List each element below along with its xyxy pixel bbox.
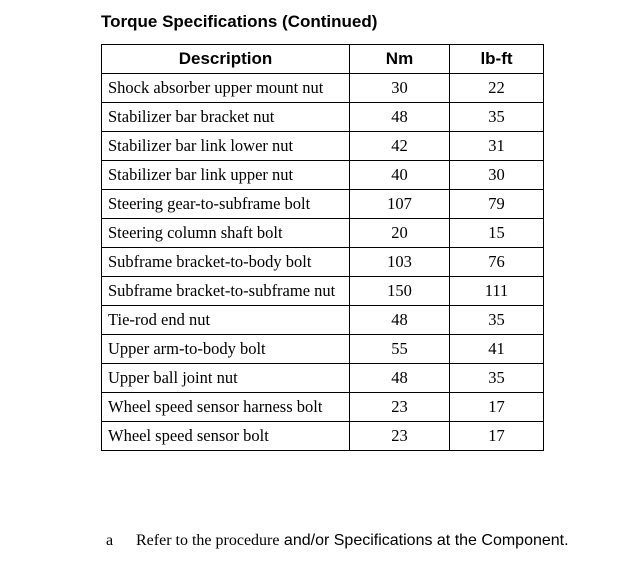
table-row	[102, 219, 544, 248]
table-row	[102, 306, 544, 335]
table-row	[102, 248, 544, 277]
cell-nm: 48	[350, 103, 450, 132]
cell-lbft: 31	[450, 132, 544, 161]
cell-nm: 30	[350, 74, 450, 103]
table-header-row	[102, 45, 544, 74]
cell-description: Stabilizer bar bracket nut	[102, 103, 350, 132]
cell-lbft: 35	[450, 364, 544, 393]
cell-description: Wheel speed sensor harness bolt	[102, 393, 350, 422]
cell-lbft: 17	[450, 422, 544, 451]
cell-description: Subframe bracket-to-body bolt	[102, 248, 350, 277]
cell-nm: 107	[350, 190, 450, 219]
cell-description: Wheel speed sensor bolt	[102, 422, 350, 451]
cell-nm: 23	[350, 393, 450, 422]
cell-description: Upper arm-to-body bolt	[102, 335, 350, 364]
cell-description: Upper ball joint nut	[102, 364, 350, 393]
cell-lbft: 15	[450, 219, 544, 248]
table-row	[102, 161, 544, 190]
cell-nm: 103	[350, 248, 450, 277]
table-row	[102, 422, 544, 451]
table-row	[102, 335, 544, 364]
table-row	[102, 190, 544, 219]
cell-lbft: 111	[450, 277, 544, 306]
table-row	[102, 132, 544, 161]
cell-nm: 40	[350, 161, 450, 190]
cell-lbft: 30	[450, 161, 544, 190]
cell-nm: 55	[350, 335, 450, 364]
cell-lbft: 22	[450, 74, 544, 103]
cell-nm: 48	[350, 364, 450, 393]
cell-nm: 150	[350, 277, 450, 306]
footnote-text-part1: Refer to the procedure	[136, 532, 280, 549]
cell-description: Steering gear-to-subframe bolt	[102, 190, 350, 219]
cell-description: Subframe bracket-to-subframe nut	[102, 277, 350, 306]
footnote	[106, 531, 569, 551]
cell-lbft: 35	[450, 103, 544, 132]
cell-description: Tie-rod end nut	[102, 306, 350, 335]
cell-nm: 48	[350, 306, 450, 335]
footnote-text-part2: and/or Specifications at the Component.	[279, 532, 569, 549]
cell-nm: 42	[350, 132, 450, 161]
footnote-marker: a	[106, 532, 114, 549]
torque-spec-table	[101, 44, 544, 451]
cell-description: Stabilizer bar link upper nut	[102, 161, 350, 190]
cell-description: Stabilizer bar link lower nut	[102, 132, 350, 161]
cell-lbft: 35	[450, 306, 544, 335]
header-description: Description	[102, 45, 350, 74]
table-row	[102, 393, 544, 422]
cell-nm: 20	[350, 219, 450, 248]
header-lbft: lb-ft	[450, 45, 544, 74]
page-title: Torque Specifications (Continued)	[101, 12, 378, 31]
cell-lbft: 76	[450, 248, 544, 277]
cell-lbft: 41	[450, 335, 544, 364]
table-row	[102, 103, 544, 132]
table-row	[102, 74, 544, 103]
table-row	[102, 277, 544, 306]
cell-lbft: 17	[450, 393, 544, 422]
cell-description: Shock absorber upper mount nut	[102, 74, 350, 103]
table-row	[102, 364, 544, 393]
cell-lbft: 79	[450, 190, 544, 219]
cell-nm: 23	[350, 422, 450, 451]
header-nm: Nm	[350, 45, 450, 74]
cell-description: Steering column shaft bolt	[102, 219, 350, 248]
